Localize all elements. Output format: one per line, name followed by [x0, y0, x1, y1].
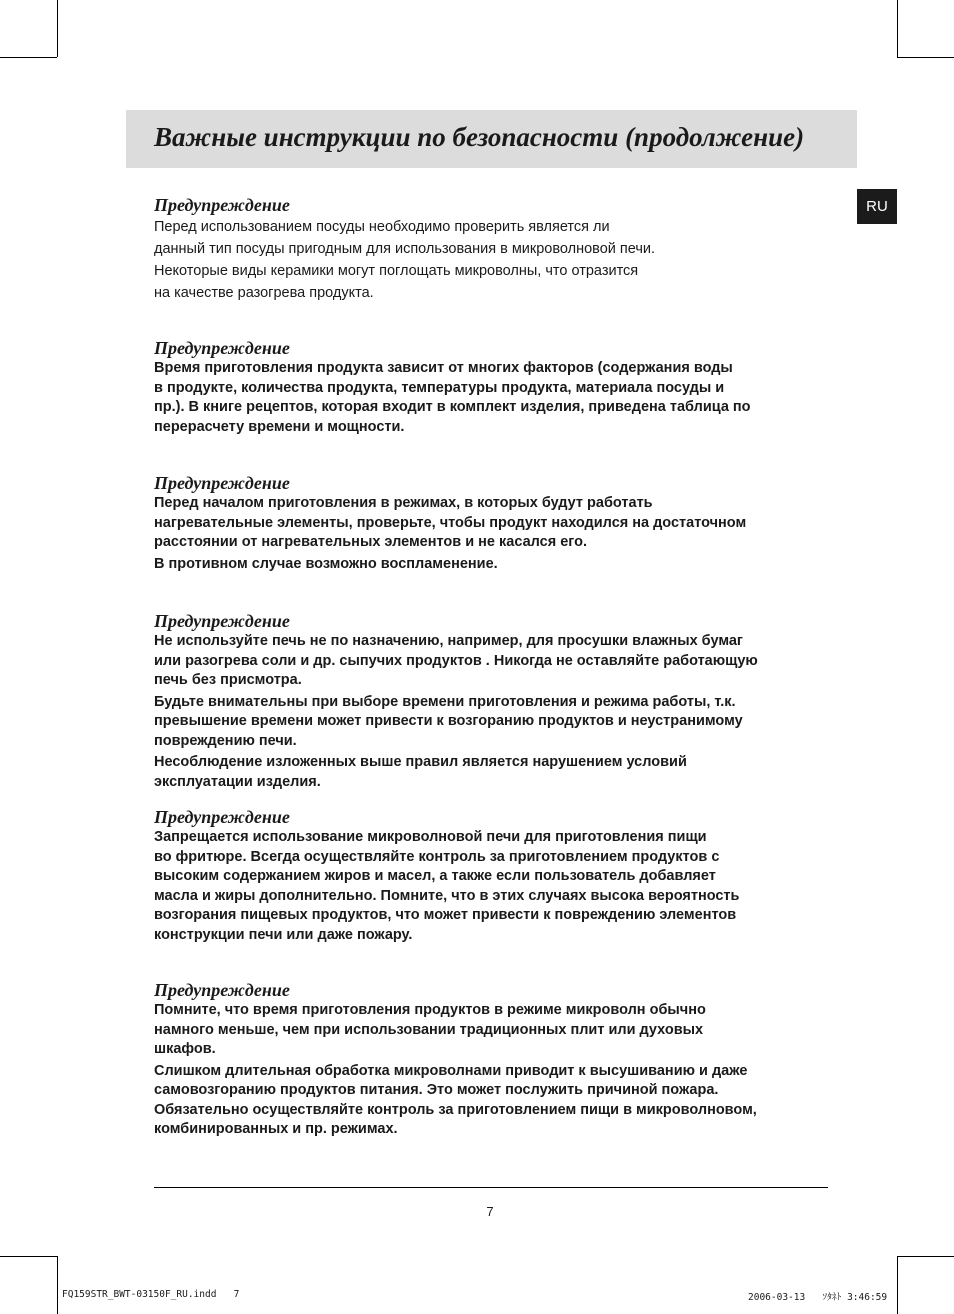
header-band — [126, 110, 857, 168]
crop-mark — [897, 1256, 954, 1257]
print-slug-filename: FQ159STR_BWT-03150F_RU.indd 7 — [62, 1289, 240, 1300]
section-paragraph: Помните, что время приготовления продуктов в режиме микроволн обычно намного меньше, чем при использовании традиционных плит или духовых шкафов. — [154, 1002, 706, 1057]
language-tab: RU — [857, 189, 897, 224]
section-title: Предупреждение — [154, 611, 290, 631]
warning-section-5 — [154, 806, 834, 945]
warning-section-2 — [154, 337, 834, 437]
page-title: Важные инструкции по безопасности (продолжение) — [154, 122, 805, 152]
section-paragraph: Не используйте печь не по назначению, например, для просушки влажных бумаг или разогрева соли и др. сыпучих продуктов . Никогда не оставляйте работающую печь без присмотра. — [154, 633, 758, 688]
crop-mark — [57, 0, 58, 57]
crop-mark — [0, 57, 57, 58]
section-title: Предупреждение — [154, 473, 290, 493]
warning-section-4 — [154, 610, 834, 792]
section-paragraph: Запрещается использование микроволновой печи для приготовления пищи во фритюре. Всегда осуществляйте контроль за приготовлением продуктов с высоким содержанием жиров и масел, а также если пользователь добавляет масла и жиры дополнительно. Помните, что в этих случаях высока вероятность возгорания пищевых продуктов, что может привести к повреждению элементов конструкции печи или даже пожару. — [154, 829, 740, 943]
section-title: Предупреждение — [154, 980, 290, 1000]
section-title: Предупреждение — [154, 338, 290, 358]
section-paragraph: Несоблюдение изложенных выше правил является нарушением условий эксплуатации изделия. — [154, 754, 687, 790]
section-paragraph: Перед началом приготовления в режимах, в которых будут работать нагревательные элементы, проверьте, чтобы продукт находился на достаточном расстоянии от нагревательных элементов и не касался его. — [154, 495, 747, 550]
warning-section-6 — [154, 979, 834, 1140]
crop-mark — [57, 1256, 58, 1314]
crop-mark — [897, 0, 898, 57]
section-title: Предупреждение — [154, 807, 290, 827]
warning-section-3 — [154, 472, 834, 574]
crop-mark — [897, 1256, 898, 1314]
section-paragraph: Перед использованием посуды необходимо проверить является ли данный тип посуды пригодным для использования в микроволновой печи. Некоторые виды керамики могут поглощать микроволны, что отразится на качестве разогрева продукта. — [154, 219, 656, 301]
page-number: 7 — [486, 1204, 494, 1219]
crop-mark — [0, 1256, 57, 1257]
footer-rule — [154, 1187, 828, 1188]
print-slug-timestamp: 2006-03-13 ｿﾀﾈﾄ 3:46:59 — [748, 1292, 888, 1303]
warning-section-1 — [154, 194, 834, 304]
section-paragraph: Время приготовления продукта зависит от многих факторов (содержания воды в продукте, количества продукта, температуры продукта, материала посуды и пр.). В книге рецептов, которая входит в комплект изделия, приведена таблица по перерасчету времени и мощности. — [154, 360, 751, 435]
section-paragraph: Будьте внимательны при выборе времени приготовления и режима работы, т.к. превышение времени может привести к возгоранию продуктов и неустранимому повреждению печи. — [154, 693, 743, 749]
crop-mark — [897, 57, 954, 58]
section-paragraph: В противном случае возможно воспламенение. — [154, 555, 498, 572]
section-title: Предупреждение — [154, 195, 290, 215]
section-paragraph: Слишком длительная обработка микроволнами приводит к высушиванию и даже самовозгоранию продуктов питания. Это может послужить причиной пожара. Обязательно осуществляйте контроль за приготовлением пищи в микроволновом, комбинированных и пр. режимах. — [154, 1062, 757, 1137]
